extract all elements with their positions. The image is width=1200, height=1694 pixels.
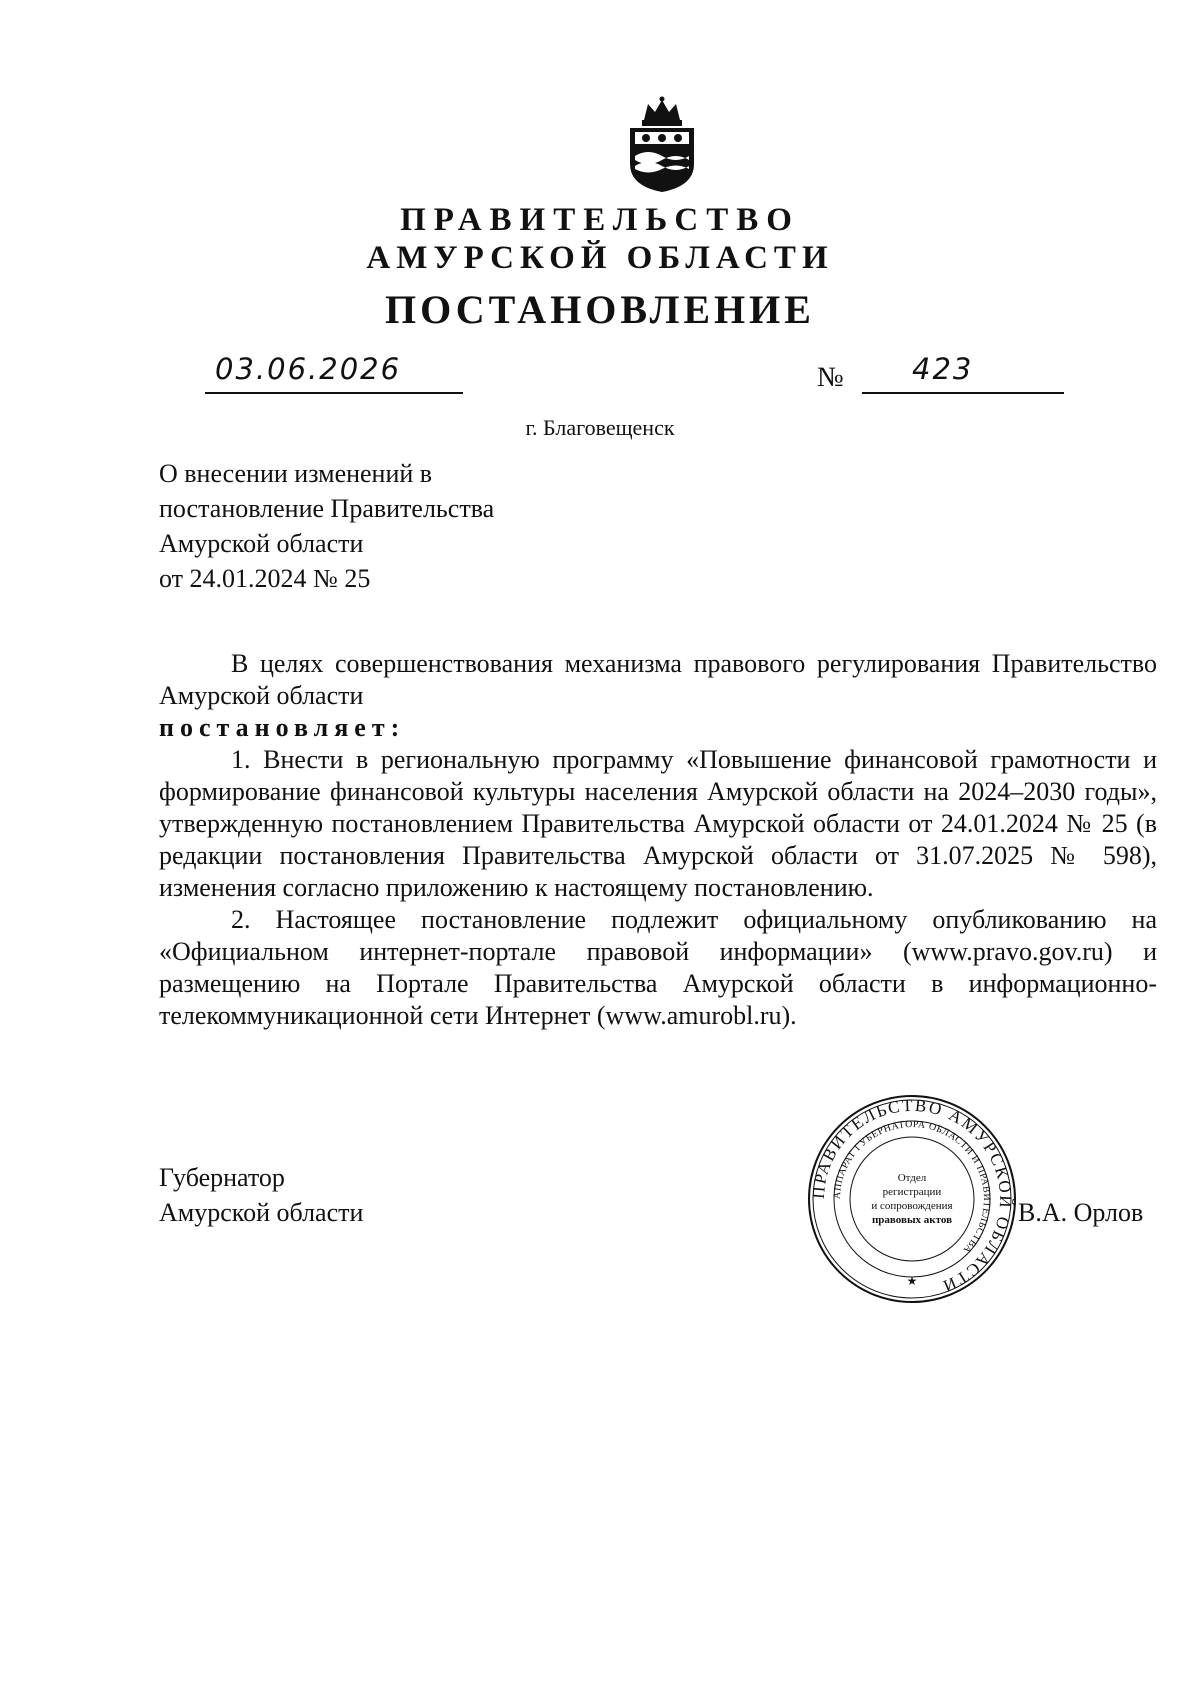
number-sign: № (817, 362, 844, 393)
stamp-center-line: правовых актов (871, 1214, 953, 1226)
stamp-outer-text: ПРАВИТЕЛЬСТВО АМУРСКОЙ ОБЛАСТИ (808, 1095, 1016, 1297)
subject-line: О внесении изменений в (159, 459, 433, 488)
official-stamp (806, 1093, 1018, 1305)
item-2-paragraph: 2. Настоящее постановление подлежит официальному опубликованию на «Официальном интернет-портале правовой информации» (www.pravo.gov.ru) и размещению на Портале Правительства Амурской области в информационно-телекоммуникационной сети Интернет (www.amurobl.ru). (159, 905, 1157, 1030)
signer-role-line: Губернатор (159, 1163, 285, 1192)
document-type-title: ПОСТАНОВЛЕНИЕ (385, 287, 815, 332)
document-body (159, 648, 1157, 1032)
item-1-paragraph: 1. Внести в региональную программу «Повышение финансовой грамотности и формирование финансовой культуры населения Амурской области на 2024–2030 годы», утвержденную постановлением Правительства Амурской области от 24.01.2024 № 25 (в редакции постановления Правительства Амурской области от 31.07.2025 № 598), изменения согласно приложению к настоящему постановлению. (159, 745, 1157, 902)
handwritten-number: 423 (912, 352, 974, 386)
stamp-star-icon: ★ (906, 1274, 918, 1288)
subject-line: Амурской области (159, 529, 364, 558)
decree-word: постановляет: (159, 713, 406, 742)
stamp-center-line: регистрации (882, 1186, 942, 1198)
stamp-center-line: и сопровождения (871, 1200, 953, 1212)
signer-role (159, 1160, 363, 1230)
subject-block (159, 456, 619, 596)
subject-line: постановление Правительства (159, 494, 495, 523)
subject-line: от 24.01.2024 № 25 (159, 564, 371, 593)
city-line: г. Благовещенск (525, 415, 675, 440)
number-field (862, 352, 1064, 394)
government-title: ПРАВИТЕЛЬСТВО (400, 202, 800, 238)
stamp-inner-text: АППАРАТ ГУБЕРНАТОРА ОБЛАСТИ И ПРАВИТЕЛЬСТВА (831, 1118, 993, 1256)
preamble-paragraph: В целях совершенствования механизма правового регулирования Правительство Амурской области (159, 649, 1157, 710)
region-title: АМУРСКОЙ ОБЛАСТИ (366, 240, 834, 276)
handwritten-date: 03.06.2026 (215, 352, 402, 386)
coat-of-arms-emblem (624, 96, 700, 194)
stamp-center-line: Отдел (897, 1172, 927, 1184)
date-field (205, 352, 463, 394)
signer-role-line: Амурской области (159, 1198, 364, 1227)
signer-name: В.А. Орлов (1018, 1198, 1144, 1227)
